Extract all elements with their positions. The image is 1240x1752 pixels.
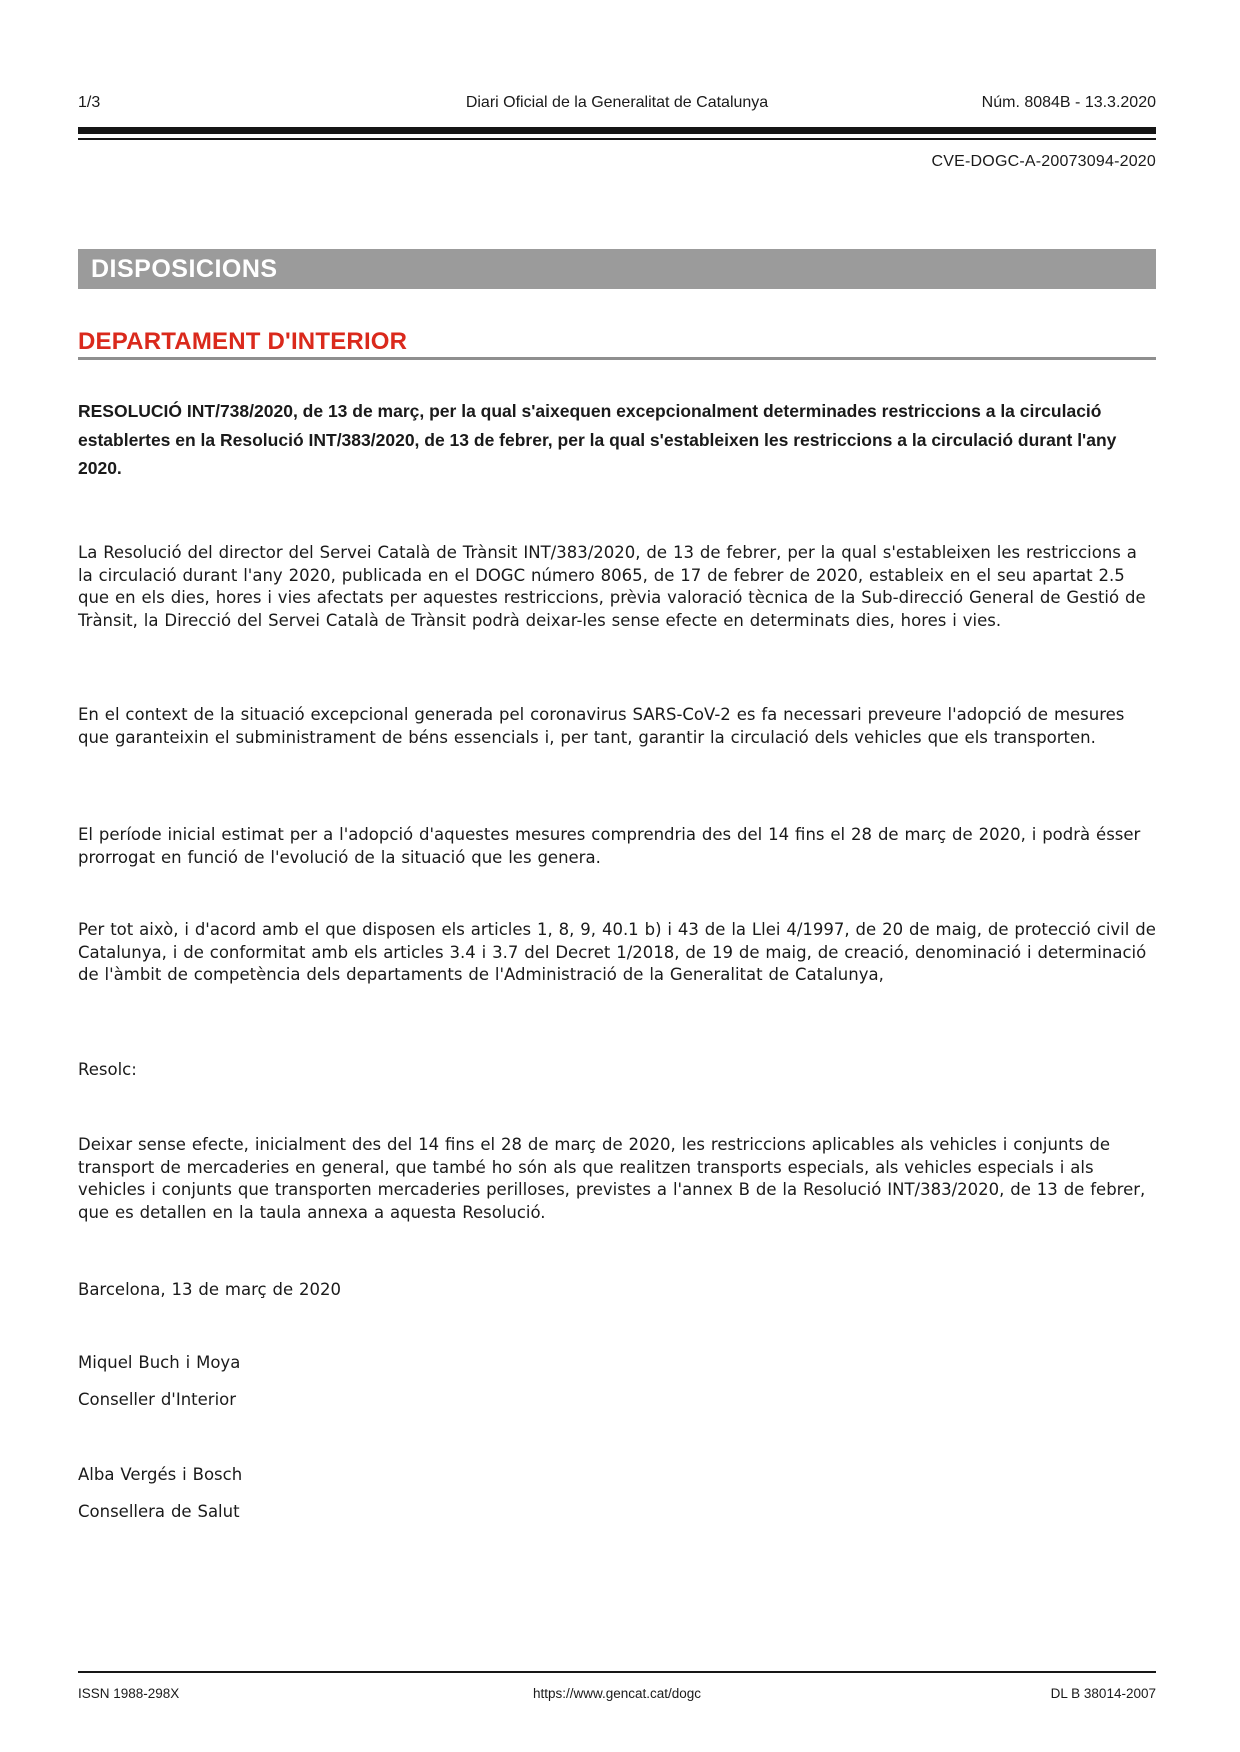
department-heading: DEPARTAMENT D'INTERIOR	[78, 328, 408, 355]
section-banner	[78, 249, 1156, 289]
footer-deposit: DL B 38014-2007	[1050, 1686, 1156, 1701]
page-number: 1/3	[78, 94, 101, 111]
section-banner-label: DISPOSICIONS	[91, 254, 278, 283]
paragraph-5: Deixar sense efecte, inicialment des del 14 fins el 28 de març de 2020, les restriccions aplicables als vehicles i conjunts de transport de mercaderies en general, que també ho són als que realitzen transports especials, als vehicles especials i als vehicles i conjunts que transporten mercaderies perilloses, previstes a l'annex B de la Resolució INT/383/2020, de 13 de febrer, que es detallen en la taula annexa a aquesta Resolució.	[78, 1135, 1146, 1222]
masthead	[78, 94, 1156, 112]
department-rule	[78, 357, 1156, 360]
footer-url-link[interactable]: https://www.gencat.cat/dogc	[532, 1686, 702, 1701]
signer-role: Consellera de Salut	[78, 1502, 240, 1521]
footer	[78, 1686, 1156, 1701]
signer-name: Miquel Buch i Moya	[78, 1353, 241, 1372]
footer-issn: ISSN 1988-298X	[78, 1686, 180, 1701]
paragraph-2: En el context de la situació excepcional generada pel coronavirus SARS-CoV-2 es fa necessari preveure l'adopció de mesures que garanteixin el subministrament de béns essencials i, per tant, garantir la circulació dels vehicles que els transporten.	[78, 705, 1125, 747]
dateline: Barcelona, 13 de març de 2020	[78, 1280, 342, 1299]
issue-number: Núm. 8084B - 13.3.2020	[981, 94, 1156, 111]
resolc-label: Resolc:	[78, 1060, 137, 1079]
masthead-rule-thin	[78, 138, 1156, 140]
masthead-rule-thick	[78, 127, 1156, 134]
cve-code: CVE-DOGC-A-20073094-2020	[931, 153, 1156, 170]
signer-name: Alba Vergés i Bosch	[78, 1465, 243, 1484]
signer-role: Conseller d'Interior	[78, 1390, 237, 1409]
paragraph-1: La Resolució del director del Servei Català de Trànsit INT/383/2020, de 13 de febrer, per la qual s'estableixen les restriccions a la circulació durant l'any 2020, publicada en el DOGC número 8065, de 17 de febrer de 2020, estableix en el seu apartat 2.5 que en els dies, hores i vies afectats per aquestes restriccions, prèvia valoració tècnica de la Sub-direcció General de Gestió de Trànsit, la Direcció del Servei Català de Trànsit podrà deixar-les sense efecte en determinats dies, hores i vies.	[78, 543, 1146, 630]
paragraph-3: El període inicial estimat per a l'adopció d'aquestes mesures comprendria des del 14 fins el 28 de març de 2020, i podrà ésser prorrogat en funció de l'evolució de la situació que les genera.	[78, 825, 1141, 867]
footer-rule	[78, 1671, 1156, 1673]
paragraph-4: Per tot això, i d'acord amb el que disposen els articles 1, 8, 9, 40.1 b) i 43 de la Llei 4/1997, de 20 de maig, de protecció civil de Catalunya, i de conformitat amb els articles 3.4 i 3.7 del Decret 1/2018, de 19 de maig, de creació, denominació i determinació de l'àmbit de competència dels departaments de l'Administració de la Generalitat de Catalunya,	[78, 920, 1156, 984]
journal-title: Diari Oficial de la Generalitat de Catalunya	[465, 94, 769, 111]
resolution-title: RESOLUCIÓ INT/738/2020, de 13 de març, per la qual s'aixequen excepcionalment determinades restriccions a la circulació establertes en la Resolució INT/383/2020, de 13 de febrer, per la qual s'estableixen les restriccions a la circulació durant l'any 2020.	[78, 401, 1117, 478]
